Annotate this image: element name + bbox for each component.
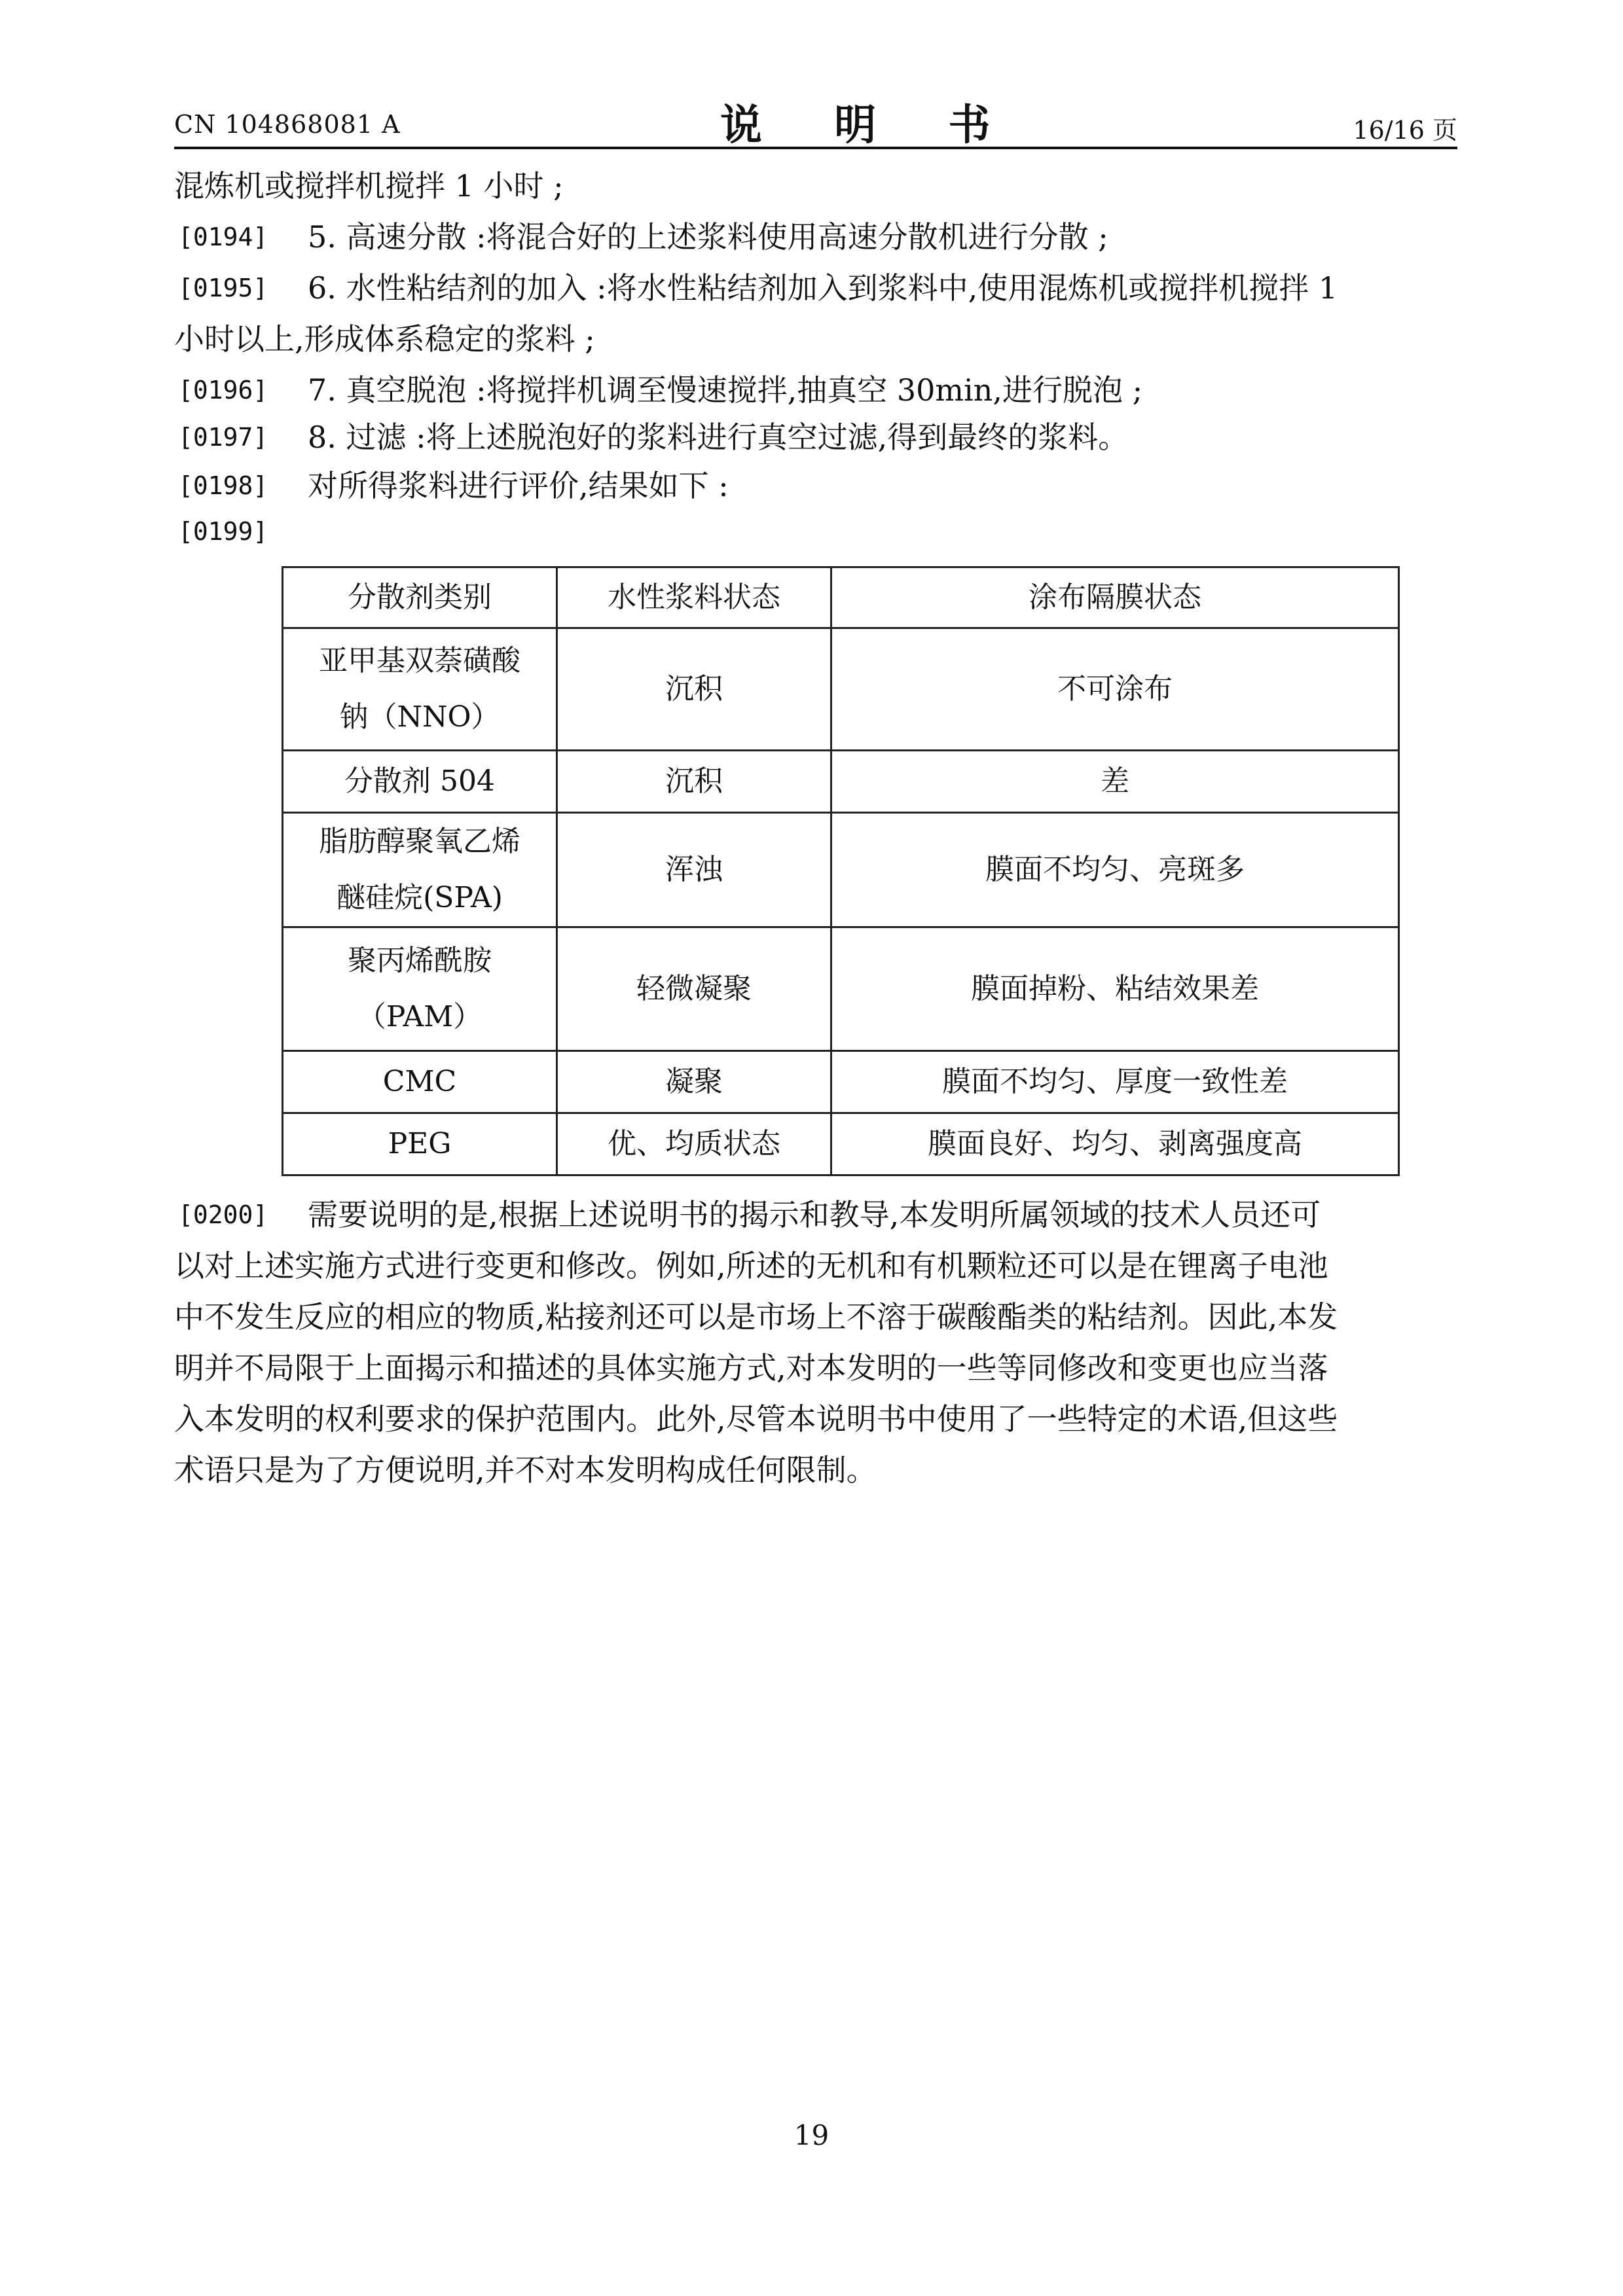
column-header: 水性浆料状态	[557, 567, 831, 628]
column-header: 分散剂类别	[283, 567, 557, 628]
slurry-cell: 沉积	[557, 751, 831, 813]
cell-line: 醚硅烷(SPA)	[337, 881, 503, 914]
table-row	[283, 927, 1399, 1051]
slurry-cell: 轻微凝聚	[557, 927, 831, 1051]
column-header: 涂布隔膜状态	[831, 567, 1399, 628]
cell-line: 分散剂 504	[344, 764, 495, 798]
table-header-row	[283, 567, 1399, 628]
paragraph-number: [0194]	[178, 223, 268, 251]
paragraph-number: [0196]	[178, 376, 268, 404]
slurry-cell: 沉积	[557, 628, 831, 751]
table-row	[283, 1113, 1399, 1175]
coating-cell: 膜面掉粉、粘结效果差	[831, 927, 1399, 1051]
paragraph-number: [0197]	[178, 423, 268, 452]
paragraph-number: [0198]	[178, 471, 268, 500]
page-number: 19	[793, 2119, 830, 2151]
paragraph-line: 8. 过滤 :将上述脱泡好的浆料进行真空过滤,得到最终的浆料。	[308, 420, 1129, 455]
dispersant-cell	[283, 628, 557, 751]
paragraph-line: 7. 真空脱泡 :将搅拌机调至慢速搅拌,抽真空 30min,进行脱泡 ;	[308, 372, 1143, 408]
paragraph-line: 小时以上,形成体系稳定的浆料 ;	[174, 321, 595, 357]
coating-cell: 膜面不均匀、亮斑多	[831, 813, 1399, 927]
header-rule	[174, 147, 1457, 149]
dispersant-cell	[283, 751, 557, 813]
cell-line: （PAM）	[357, 1000, 483, 1033]
cell-line: 脂肪醇聚氧乙烯	[319, 825, 520, 858]
page-title: 说 明 书	[720, 101, 1019, 150]
dispersant-cell	[283, 1113, 557, 1175]
dispersant-cell	[283, 813, 557, 927]
cell-line: CMC	[382, 1065, 457, 1098]
cell-line: 聚丙烯酰胺	[348, 944, 492, 977]
results-table	[282, 566, 1400, 1176]
paragraph-line: 6. 水性粘结剂的加入 :将水性粘结剂加入到浆料中,使用混炼机或搅拌机搅拌 1	[308, 270, 1338, 306]
cell-line: PEG	[388, 1127, 452, 1160]
intro-line: 混炼机或搅拌机搅拌 1 小时 ;	[174, 168, 564, 204]
paragraph-line: 入本发明的权利要求的保护范围内。此外,尽管本说明书中使用了一些特定的术语,但这些	[174, 1401, 1338, 1437]
page-of-indicator: 16/16 页	[1353, 116, 1457, 145]
coating-cell: 膜面不均匀、厚度一致性差	[831, 1051, 1399, 1113]
paragraph-line: 对所得浆料进行评价,结果如下 :	[308, 468, 729, 503]
coating-cell: 不可涂布	[831, 628, 1399, 751]
coating-cell: 膜面良好、均匀、剥离强度高	[831, 1113, 1399, 1175]
paragraph-line: 中不发生反应的相应的物质,粘接剂还可以是市场上不溶于碳酸酯类的粘结剂。因此,本发	[174, 1299, 1338, 1335]
dispersant-cell	[283, 1051, 557, 1113]
paragraph-line: 术语只是为了方便说明,并不对本发明构成任何限制。	[174, 1452, 877, 1488]
dispersant-cell	[283, 927, 557, 1051]
slurry-cell: 凝聚	[557, 1051, 831, 1113]
cell-line: 亚甲基双萘磺酸	[319, 644, 520, 677]
paragraph-line: 以对上述实施方式进行变更和修改。例如,所述的无机和有机颗粒还可以是在锂离子电池	[174, 1248, 1328, 1283]
table-row	[283, 628, 1399, 751]
slurry-cell: 浑浊	[557, 813, 831, 927]
publication-number: CN 104868081 A	[174, 110, 401, 139]
paragraph-number: [0195]	[178, 274, 268, 302]
paragraph-line: 需要说明的是,根据上述说明书的揭示和教导,本发明所属领域的技术人员还可	[308, 1197, 1321, 1232]
table-row	[283, 813, 1399, 927]
cell-line: 钠（NNO）	[339, 700, 500, 734]
table-row	[283, 751, 1399, 813]
paragraph-number: [0199]	[178, 517, 268, 546]
coating-cell: 差	[831, 751, 1399, 813]
slurry-cell: 优、均质状态	[557, 1113, 831, 1175]
table-row	[283, 1051, 1399, 1113]
paragraph-line: 明并不局限于上面揭示和描述的具体实施方式,对本发明的一些等同修改和变更也应当落	[174, 1350, 1328, 1386]
paragraph-number: [0200]	[178, 1200, 268, 1229]
paragraph-line: 5. 高速分散 :将混合好的上述浆料使用高速分散机进行分散 ;	[308, 219, 1108, 255]
